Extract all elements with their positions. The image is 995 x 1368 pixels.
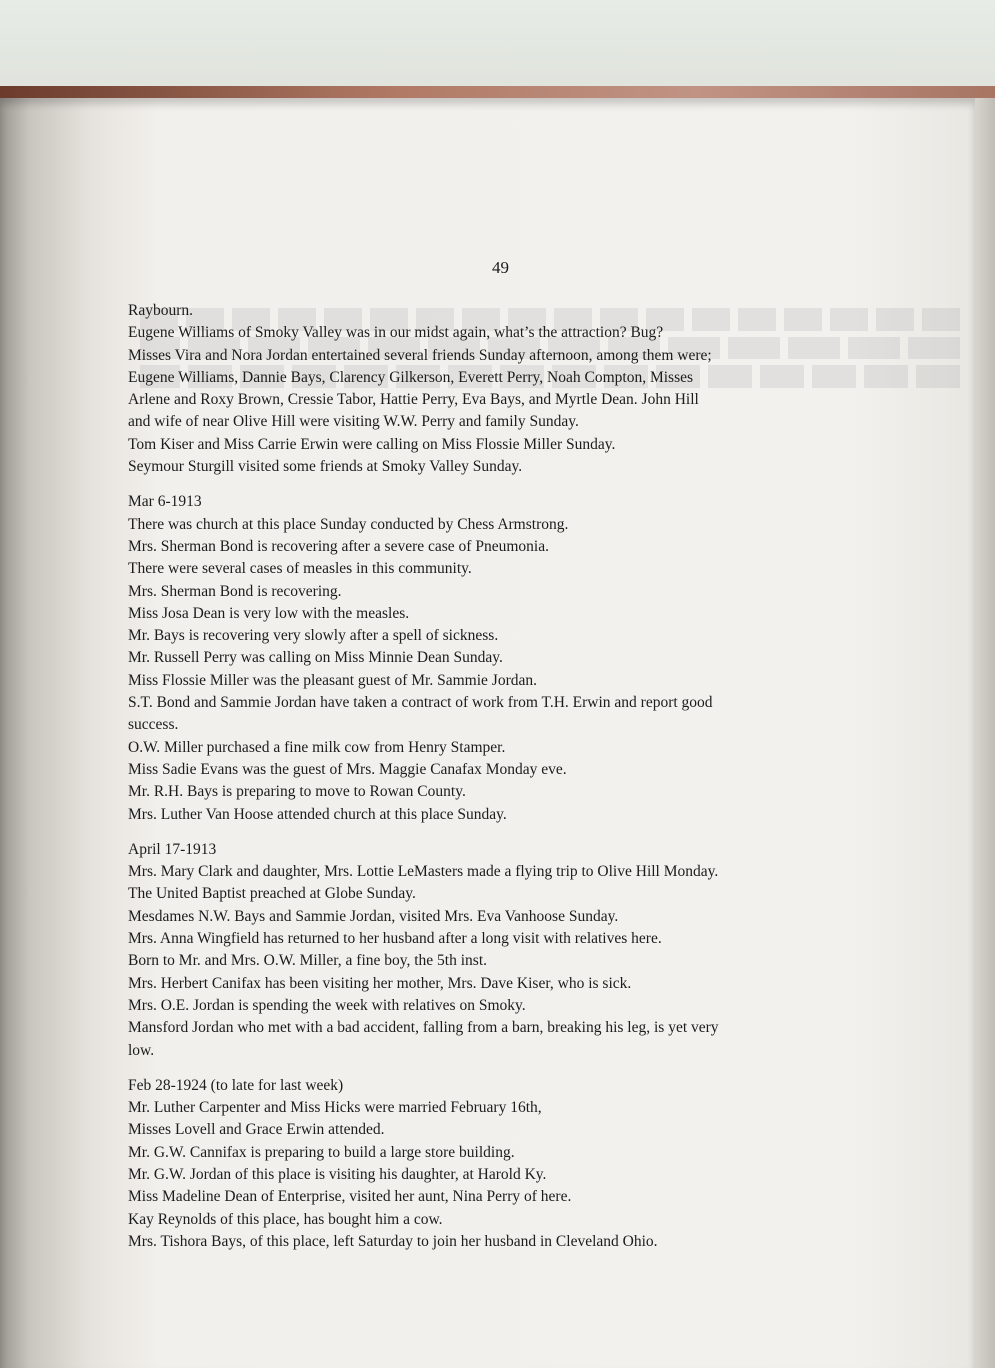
text-line: Mesdames N.W. Bays and Sammie Jordan, visited Mrs. Eva Vanhoose Sunday. [128, 907, 619, 925]
text-line: Misses Vira and Nora Jordan entertained several friends Sunday afternoon, among them were; [128, 346, 712, 364]
text-line: The United Baptist preached at Globe Sunday. [128, 885, 416, 903]
text-line: S.T. Bond and Sammie Jordan have taken a contract of work from T.H. Erwin and report good [128, 694, 713, 712]
text-line: Mansford Jordan who met with a bad accident, falling from a barn, breaking his leg, is yet very [128, 1019, 719, 1037]
page-body [128, 300, 888, 1253]
section-mar-1913 [128, 491, 888, 825]
text-line: O.W. Miller purchased a fine milk cow from Henry Stamper. [128, 738, 506, 756]
text-line: Eugene Williams, Dannie Bays, Clarency Gilkerson, Everett Perry, Noah Compton, Misses [128, 368, 694, 386]
text-line: Mr. G.W. Cannifax is preparing to build a large store building. [128, 1143, 515, 1161]
text-line: Mr. R.H. Bays is preparing to move to Rowan County. [128, 783, 466, 801]
section-apr-1913 [128, 839, 888, 1062]
text-line: Mr. Luther Carpenter and Miss Hicks were married February 16th, [128, 1099, 542, 1117]
text-line: Eugene Williams of Smoky Valley was in our midst again, what’s the attraction? Bug? [128, 324, 664, 342]
background-top [0, 0, 995, 92]
text-line: Mr. G.W. Jordan of this place is visiting his daughter, at Harold Ky. [128, 1165, 547, 1183]
section-feb-1924 [128, 1075, 888, 1253]
text-line: success. [128, 716, 179, 734]
text-line: Seymour Sturgill visited some friends at Smoky Valley Sunday. [128, 458, 523, 476]
text-line: Born to Mr. and Mrs. O.W. Miller, a fine boy, the 5th inst. [128, 952, 488, 970]
text-line: Mrs. Tishora Bays, of this place, left Saturday to join her husband in Cleveland Ohio. [128, 1232, 658, 1250]
page-edge [975, 98, 995, 1368]
text-line: Miss Flossie Miller was the pleasant guest of Mr. Sammie Jordan. [128, 671, 537, 689]
section-heading: Mar 6-1913 [128, 493, 202, 511]
text-line: Mrs. Sherman Bond is recovering after a severe case of Pneumonia. [128, 537, 549, 555]
text-line: Arlene and Roxy Brown, Cressie Tabor, Hattie Perry, Eva Bays, and Myrtle Dean. John Hill [128, 391, 699, 409]
text-line: Miss Madeline Dean of Enterprise, visited her aunt, Nina Perry of here. [128, 1188, 572, 1206]
text-line: There were several cases of measles in this community. [128, 560, 472, 578]
text-line: Misses Lovell and Grace Erwin attended. [128, 1121, 385, 1139]
intro-block [128, 300, 888, 478]
text-line: Kay Reynolds of this place, has bought him a cow. [128, 1210, 443, 1228]
text-line: Mrs. O.E. Jordan is spending the week with relatives on Smoky. [128, 996, 526, 1014]
text-line: There was church at this place Sunday conducted by Chess Armstrong. [128, 515, 569, 533]
section-heading: Feb 28-1924 (to late for last week) [128, 1076, 344, 1094]
section-heading: April 17-1913 [128, 840, 217, 858]
text-line: Mrs. Sherman Bond is recovering. [128, 582, 342, 600]
text-line: Mr. Russell Perry was calling on Miss Minnie Dean Sunday. [128, 649, 503, 667]
text-line: Mrs. Herbert Canifax has been visiting her mother, Mrs. Dave Kiser, who is sick. [128, 974, 632, 992]
text-line: Mr. Bays is recovering very slowly after a spell of sickness. [128, 627, 499, 645]
text-line: Mrs. Mary Clark and daughter, Mrs. Lottie LeMasters made a flying trip to Olive Hill Monday. [128, 863, 719, 881]
text-line: Miss Josa Dean is very low with the measles. [128, 604, 410, 622]
text-line: and wife of near Olive Hill were visiting W.W. Perry and family Sunday. [128, 413, 579, 431]
text-line: Mrs. Anna Wingfield has returned to her husband after a long visit with relatives here. [128, 930, 662, 948]
text-line: Raybourn. [128, 302, 194, 319]
text-line: low. [128, 1041, 155, 1059]
text-line: Miss Sadie Evans was the guest of Mrs. Maggie Canafax Monday eve. [128, 760, 567, 778]
text-line: Mrs. Luther Van Hoose attended church at this place Sunday. [128, 805, 507, 823]
text-line: Tom Kiser and Miss Carrie Erwin were calling on Miss Flossie Miller Sunday. [128, 435, 616, 453]
page-number: 49 [492, 258, 509, 277]
